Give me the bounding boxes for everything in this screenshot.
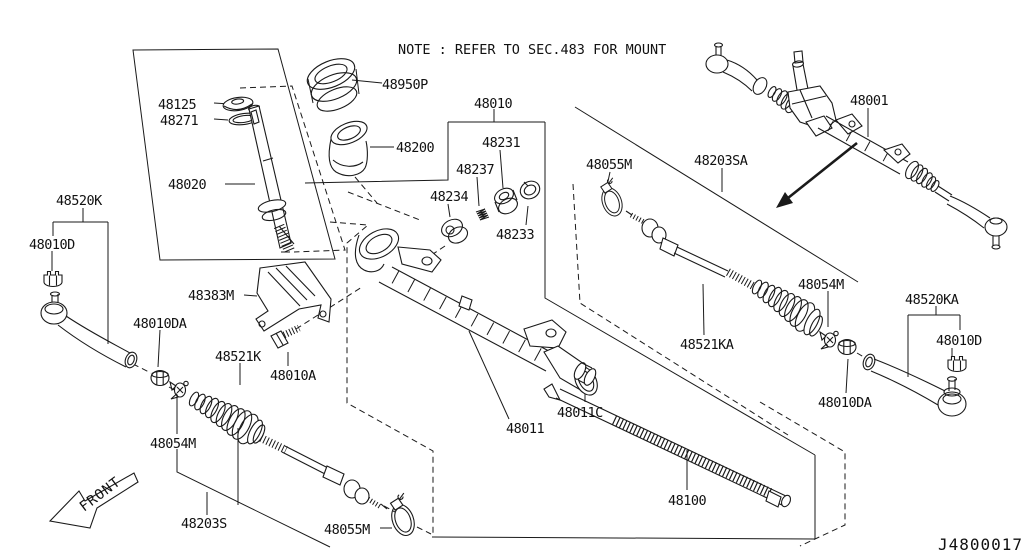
grommet-part <box>303 53 361 117</box>
part-label-48011C: 48011C <box>557 405 603 421</box>
column-cover-part <box>328 117 371 176</box>
part-label-48521KA: 48521KA <box>680 337 734 353</box>
direction-arrow <box>776 143 857 208</box>
part-label-48383M: 48383M <box>188 288 234 304</box>
labels <box>29 42 1023 554</box>
part-label-48125: 48125 <box>158 97 197 113</box>
adjust-ring-part <box>517 178 543 202</box>
rack-shaft-part <box>544 384 792 508</box>
part-label-48950P: 48950P <box>382 77 428 93</box>
bushing-part <box>492 185 520 217</box>
gear-housing-part <box>354 223 602 399</box>
retainer-part <box>439 216 471 247</box>
part-label-48001: 48001 <box>850 93 889 109</box>
front-label: FRONT <box>76 474 125 516</box>
part-label-48054M-right: 48054M <box>798 277 844 293</box>
heat-insulator-part <box>256 262 331 331</box>
part-label-48521K: 48521K <box>215 349 261 365</box>
part-label-48233: 48233 <box>496 227 535 243</box>
bolt-part <box>271 328 299 348</box>
right-boot-group <box>595 178 856 355</box>
part-label-48100: 48100 <box>668 493 707 509</box>
part-label-48010DA-right: 48010DA <box>818 395 872 411</box>
part-label-48055M-bottom: 48055M <box>324 522 370 538</box>
part-label-48010A: 48010A <box>270 368 316 384</box>
part-label-48237: 48237 <box>456 162 495 178</box>
part-label-48271: 48271 <box>160 113 199 129</box>
tie-rod-end-right-part <box>861 353 966 416</box>
part-label-48054M-left: 48054M <box>150 436 196 452</box>
part-label-48011: 48011 <box>506 421 545 437</box>
retainer-spring-part <box>476 209 489 220</box>
steering-gear-assembly-part <box>706 43 1007 249</box>
left-boot-group <box>151 371 418 539</box>
part-label-48520K: 48520K <box>56 193 102 209</box>
part-label-48010DA-left: 48010DA <box>133 316 187 332</box>
part-label-48010D-left: 48010D <box>29 237 75 253</box>
part-label-48200: 48200 <box>396 140 435 156</box>
tie-rod-end-left-part <box>41 272 139 370</box>
part-label-48234: 48234 <box>430 189 469 205</box>
part-label-48010D-right: 48010D <box>936 333 982 349</box>
part-label-48020: 48020 <box>168 177 207 193</box>
pinion-shaft-part <box>248 104 294 252</box>
part-label-48203SA: 48203SA <box>694 153 748 169</box>
part-label-48055M-right: 48055M <box>586 157 632 173</box>
dashed-lines <box>133 86 869 546</box>
part-label-48010: 48010 <box>474 96 513 112</box>
part-label-48203S: 48203S <box>181 516 227 532</box>
note-text: NOTE : REFER TO SEC.483 FOR MOUNT <box>398 42 667 58</box>
part-label-48520KA: 48520KA <box>905 292 959 308</box>
part-label-48231: 48231 <box>482 135 521 151</box>
diagram-code: J4800017 <box>938 535 1024 554</box>
